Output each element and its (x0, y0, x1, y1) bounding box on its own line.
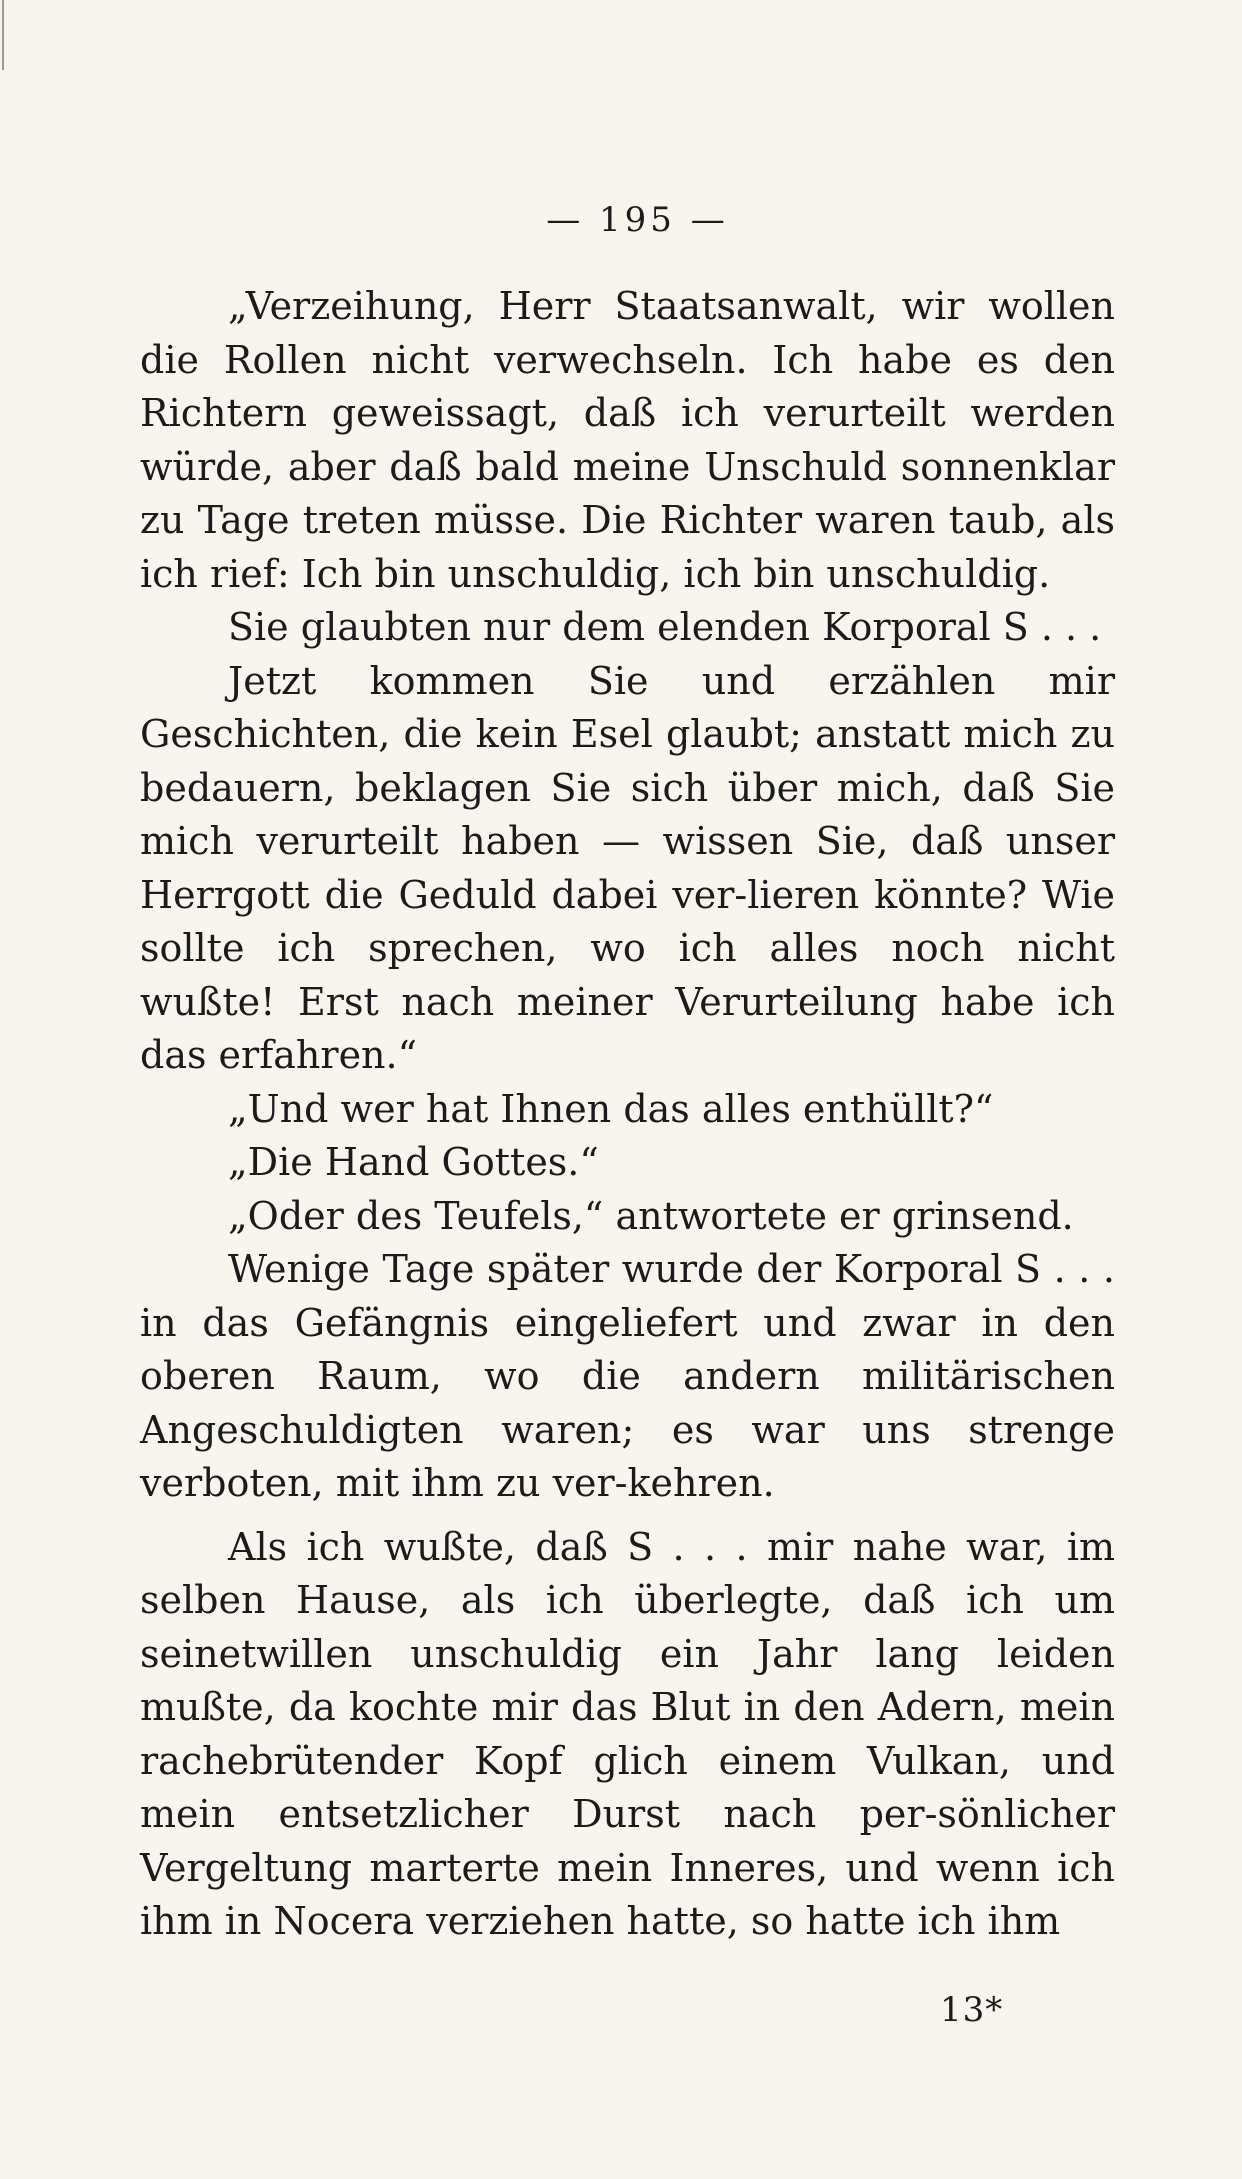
signature-mark: 13* (940, 1990, 1004, 2030)
paragraph-8: Als ich wußte, daß S . . . mir nahe war, im selben Hause, als ich überlegte, daß ich um seinetwillen unschuldig ein Jahr lang leiden mußte, da kochte mir das Blut in den Adern, mein rachebrütender Kopf glich einem Vulkan, und mein entsetzlicher Durst nach per-sönlicher Vergeltung marterte mein Inneres, und wenn ich ihm in Nocera verziehen hatte, so hatte ich ihm (140, 1524, 1115, 1943)
scan-edge-line (2, 0, 4, 70)
paragraph-6: „Oder des Teufels,“ antwortete er grinsend. (228, 1193, 1074, 1238)
paragraph-3: Jetzt kommen Sie und erzählen mir Geschichten, die kein Esel glaubt; anstatt mich zu bedauern, beklagen Sie sich über mich, daß Sie mich verurteilt haben — wissen Sie, daß unser Herrgott die Geduld dabei ver-lieren könnte? Wie sollte ich sprechen, wo ich alles noch nicht wußte! Erst nach meiner Verurteilung habe ich das erfahren.“ (140, 658, 1115, 1077)
paragraph-4: „Und wer hat Ihnen das alles enthüllt?“ (228, 1086, 994, 1131)
paragraph-5: „Die Hand Gottes.“ (228, 1140, 599, 1184)
book-page (140, 200, 1115, 1949)
paragraph-1: „Verzeihung, Herr Staatsanwalt, wir wollen die Rollen nicht verwechseln. Ich habe es den Richtern geweissagt, daß ich verurteilt werden würde, aber daß bald meine Unschuld sonnenklar zu Tage treten müsse. Die Richter waren taub, als ich rief: Ich bin unschuldig, ich bin unschuldig. (140, 284, 1115, 596)
page-body (140, 280, 1115, 1949)
paragraph-2: Sie glaubten nur dem elenden Korporal S . . . (228, 605, 1102, 649)
page-number-header: — 195 — (546, 200, 729, 240)
paragraph-7: Wenige Tage später wurde der Korporal S . . . in das Gefängnis eingeliefert und zwar in den oberen Raum, wo die andern militärischen Angeschuldigten waren; es war uns strenge verboten, mit ihm zu ver-kehren. (140, 1247, 1115, 1505)
